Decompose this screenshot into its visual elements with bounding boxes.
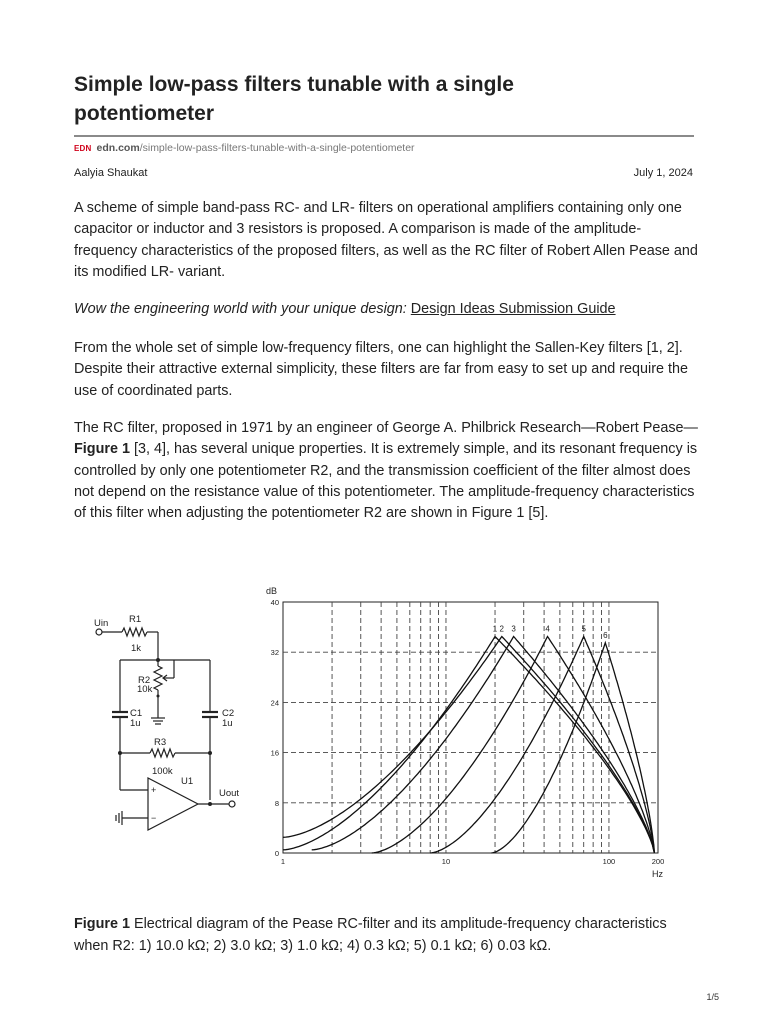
chart-curves — [283, 637, 654, 854]
submission-guide-prefix: Wow the engineering world with your unique design: — [74, 301, 411, 317]
figure-reference: Figure 1 — [74, 441, 130, 458]
u1-label: U1 — [181, 776, 194, 787]
author-name: Aalyia Shaukat — [74, 167, 148, 179]
series-label-4: 4 — [545, 624, 550, 634]
page-number: 1/5 — [706, 992, 719, 1002]
series-curve-3 — [312, 637, 655, 854]
pease-text-b: [3, 4], has several unique properties. It is extremely simple, and its resonant frequency is controlled by only one potentiometer R2, and the transmission coefficient of the filter almost does not depend on the resistance value of this potentiometer. The amplitude-frequency characteristics of this filter when adjusting the potentiometer R2 are shown in Figure 1 [5]. — [74, 441, 698, 522]
c2-label: C2 — [222, 708, 235, 719]
uout-label: Uout — [219, 788, 240, 799]
y-tick-label: 40 — [270, 598, 279, 607]
r2-potentiometer — [154, 666, 162, 690]
series-curve-4 — [372, 637, 655, 854]
intro-paragraph: A scheme of simple band-pass RC- and LR- filters on operational amplifiers containing only one capacitor or inductor and 3 resistors is proposed. A comparison is made of the amplitude-frequency characteristics of the proposed filters, as well as the RC filter of Robert Allen Pease and its modified LR- variant. — [74, 200, 698, 280]
op-amp-minus: − — [151, 813, 157, 823]
r3-value: 100k — [152, 766, 173, 777]
chart-grid — [283, 602, 658, 853]
y-tick-label: 24 — [270, 698, 279, 708]
y-tick-label: 16 — [270, 748, 279, 758]
c1-label: C1 — [130, 708, 143, 719]
uin-terminal — [96, 629, 102, 635]
y-tick-label: 8 — [274, 798, 279, 808]
series-curve-5 — [430, 637, 654, 854]
caption-text: Electrical diagram of the Pease RC-filter and its amplitude-frequency characteristics when R2: 1) 10.0 kΩ; 2) 3.0 kΩ; 3) 1.0 kΩ; 4) 0.3 kΩ; 5) 0.1 kΩ; 6) 0.03 kΩ. — [74, 916, 667, 954]
submission-guide-link[interactable]: Design Ideas Submission Guide — [410, 301, 616, 317]
r2-value: 10k — [137, 684, 153, 695]
edn-logo: EDN — [74, 144, 92, 153]
pease-text-a: The RC filter, proposed in 1971 by an engineer of George A. Philbrick Research—Robert Pease— — [74, 420, 698, 436]
source-line[interactable] — [74, 142, 415, 154]
title-divider — [74, 135, 694, 137]
caption-label: Figure 1 — [74, 916, 130, 932]
x-tick-label: 10 — [441, 857, 451, 866]
r1-value: 1k — [131, 643, 142, 654]
pease-paragraph — [74, 418, 698, 524]
submission-guide-paragraph — [74, 299, 698, 320]
series-label-6: 6 — [603, 630, 608, 640]
c1-value: 1u — [130, 718, 141, 729]
op-amp-plus: + — [151, 785, 157, 795]
series-label-1: 1 — [492, 624, 498, 634]
series-label-3: 3 — [511, 624, 516, 634]
y-tick-label: 0 — [274, 849, 279, 858]
figure-caption — [74, 914, 698, 957]
series-label-5: 5 — [581, 624, 586, 634]
source-path[interactable]: /simple-low-pass-filters-tunable-with-a-single-potentiometer — [139, 142, 415, 154]
r2-label: R2 — [138, 675, 151, 686]
uin-label: Uin — [94, 618, 109, 629]
plot-frame — [283, 602, 658, 853]
publish-date: July 1, 2024 — [633, 167, 693, 179]
article-title: Simple low-pass filters tunable with a single potentiometer — [74, 73, 514, 125]
x-tick-label: 1 — [280, 857, 286, 866]
r1-resistor — [122, 628, 147, 636]
source-domain[interactable]: edn.com — [96, 142, 140, 154]
sallen-key-paragraph: From the whole set of simple low-frequency filters, one can highlight the Sallen-Key filters [1, 2]. Despite their attractive external simplicity, these filters are far from easy to set up and require the use of coordinated parts. — [74, 340, 689, 399]
y-tick-label: 32 — [270, 648, 279, 658]
series-label-2: 2 — [499, 624, 505, 634]
frequency-response-chart — [266, 586, 664, 879]
schematic — [96, 628, 235, 830]
x-tick-label: 100 — [602, 857, 616, 866]
r1-label: R1 — [129, 614, 142, 625]
r3-label: R3 — [154, 737, 167, 748]
c2-value: 1u — [222, 718, 233, 729]
figure-1 — [74, 578, 698, 888]
x-axis-title: Hz — [652, 869, 663, 879]
x-tick-label: 200 — [651, 857, 665, 866]
y-axis-title: dB — [266, 586, 278, 596]
r3-resistor — [150, 749, 175, 757]
uout-terminal — [229, 801, 235, 807]
figure-svg — [74, 578, 698, 888]
